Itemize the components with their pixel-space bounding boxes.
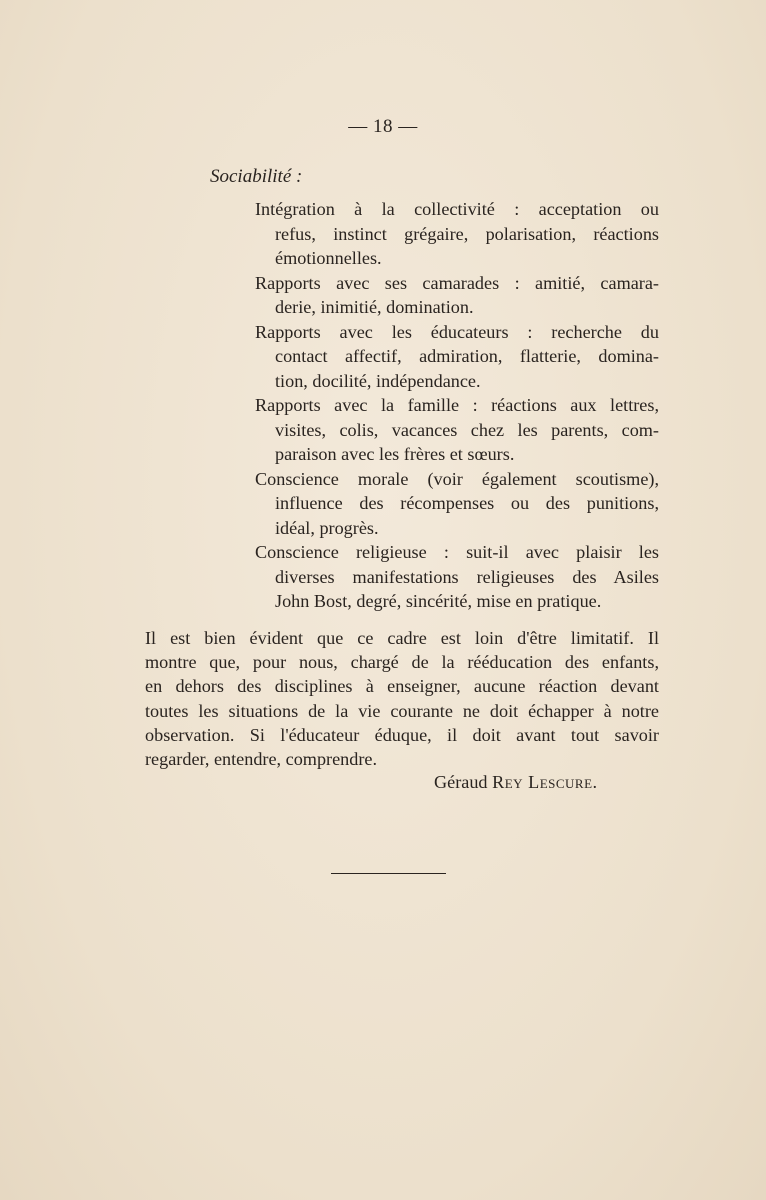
paragraph-line: en dehors des disciplines à enseigner, aucune réaction devant [145, 676, 659, 697]
paragraph-line: toutes les situations de la vie courante ne doit échapper à notre [145, 700, 659, 721]
closing-rule [331, 873, 446, 874]
author-signature [434, 772, 598, 793]
entry-famille [255, 393, 659, 467]
entry-line: derie, inimitié, domination. [275, 297, 474, 317]
entry-line: visites, colis, vacances chez les parents, com- [275, 419, 659, 440]
entry-line: Rapports avec ses camarades : amitié, camara- [255, 272, 659, 293]
entry-educateurs [255, 320, 659, 394]
entry-line: émotionnelles. [275, 248, 382, 268]
entry-conscience-morale [255, 467, 659, 541]
entry-line: Rapports avec les éducateurs : recherche du [255, 321, 659, 342]
entry-line: paraison avec les frères et sœurs. [275, 444, 515, 464]
entry-list [255, 197, 659, 614]
page-number: — 18 — [348, 116, 418, 137]
entry-line: Intégration à la collectivité : acceptation ou [255, 199, 659, 219]
entry-line: contact affectif, admiration, flatterie, domina- [275, 346, 659, 366]
entry-line: Conscience morale (voir également scoutisme), [255, 468, 659, 489]
closing-paragraph [145, 626, 659, 771]
entry-line: diverses manifestations religieuses des Asiles [275, 566, 659, 587]
entry-line: John Bost, degré, sincérité, mise en pratique. [275, 591, 602, 611]
paragraph-line: montre que, pour nous, chargé de la rééducation des enfants, [145, 652, 659, 673]
paragraph-line: regarder, entendre, comprendre. [145, 749, 378, 770]
author-first-name: Géraud [434, 772, 488, 792]
entry-line: Rapports avec la famille : réactions aux lettres, [255, 395, 659, 415]
entry-integration [255, 197, 659, 271]
entry-line: tion, docilité, indépendance. [275, 370, 481, 391]
section-heading: Sociabilité : [210, 166, 303, 187]
paragraph-line: Il est bien évident que ce cadre est loin d'être limitatif. Il [145, 628, 659, 648]
entry-conscience-religieuse [255, 540, 659, 614]
entry-line: Conscience religieuse : suit-il avec plaisir les [255, 542, 659, 562]
entry-line: idéal, progrès. [275, 517, 379, 538]
entry-camarades [255, 271, 659, 320]
entry-line: influence des récompenses ou des punitions, [275, 493, 659, 513]
paragraph-line: observation. Si l'éducateur éduque, il doit avant tout savoir [145, 724, 659, 745]
entry-line: refus, instinct grégaire, polarisation, réactions [275, 223, 659, 244]
author-last-name: Rey Lescure. [492, 772, 598, 792]
